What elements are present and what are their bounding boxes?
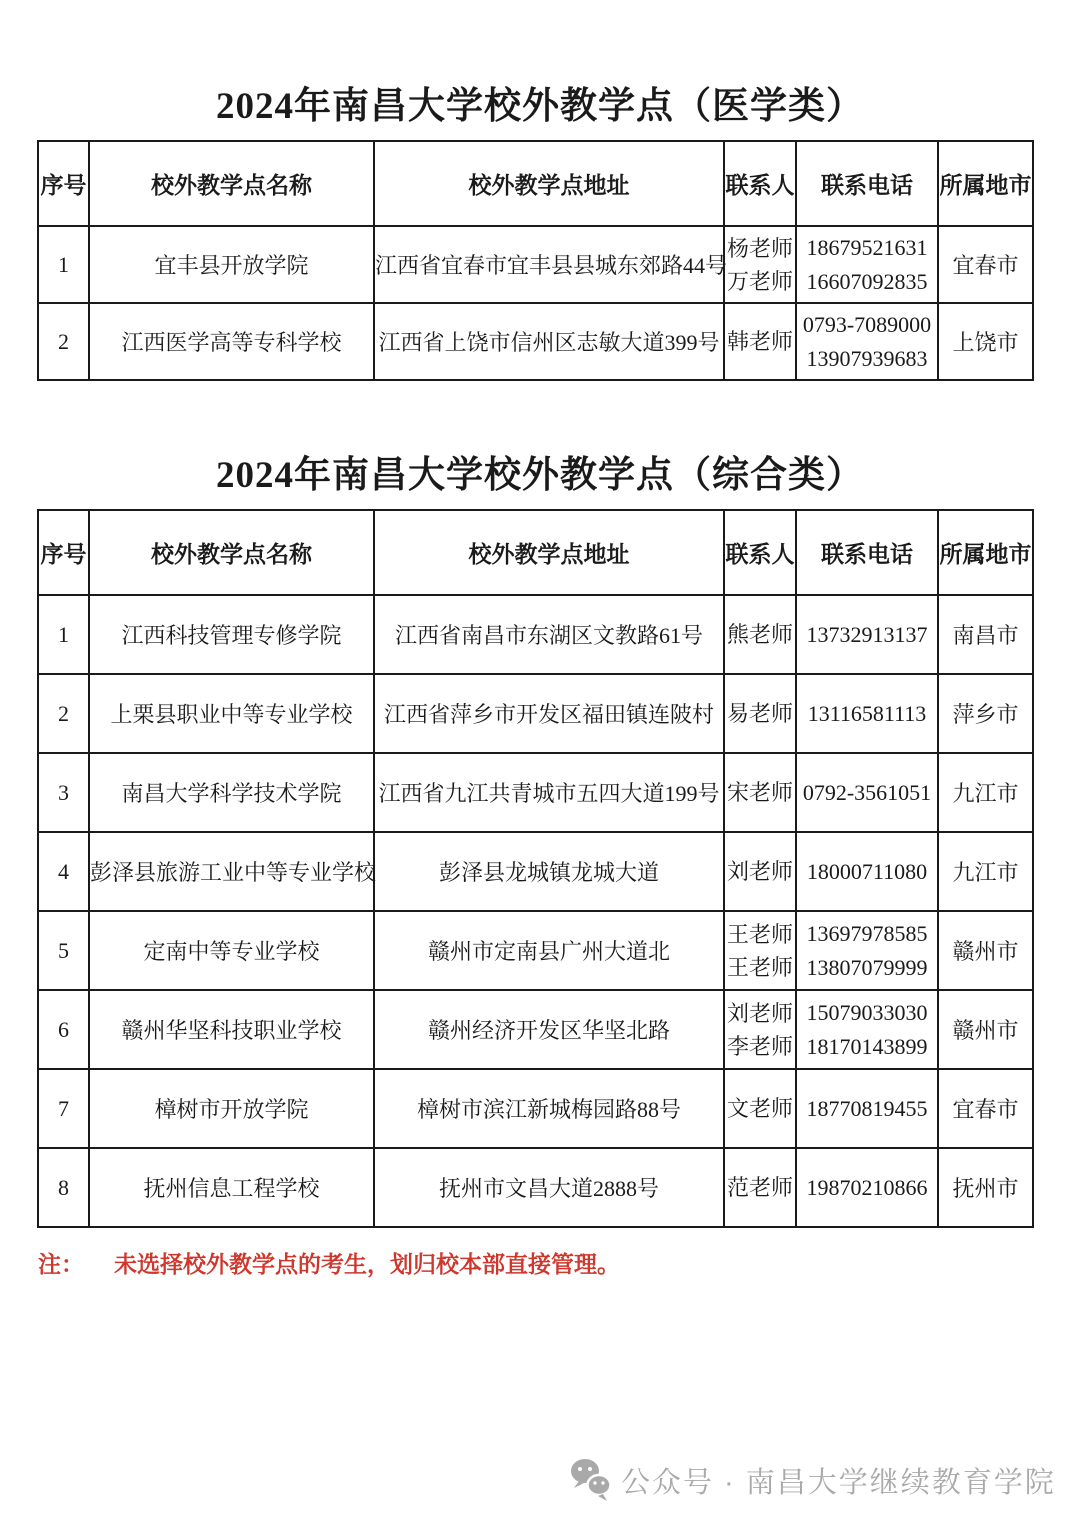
column-header: 联系电话 bbox=[796, 141, 938, 226]
table-row bbox=[38, 911, 1033, 990]
cell-phone: 18000711080 bbox=[796, 832, 938, 911]
cell-city: 宜春市 bbox=[938, 226, 1033, 303]
table-row bbox=[38, 753, 1033, 832]
table-row bbox=[38, 226, 1033, 303]
cell-phone: 0792-3561051 bbox=[796, 753, 938, 832]
cell-phone: 18679521631 16607092835 bbox=[796, 226, 938, 303]
cell-serial: 3 bbox=[38, 753, 89, 832]
cell-city: 九江市 bbox=[938, 832, 1033, 911]
wechat-icon bbox=[570, 1458, 612, 1502]
cell-name: 上栗县职业中等专业学校 bbox=[89, 674, 374, 753]
note-label: 注： bbox=[38, 1252, 84, 1277]
cell-contact: 易老师 bbox=[724, 674, 796, 753]
note-text: 未选择校外教学点的考生，划归校本部直接管理。 bbox=[114, 1252, 620, 1277]
cell-phone: 13697978585 13807079999 bbox=[796, 911, 938, 990]
cell-serial: 8 bbox=[38, 1148, 89, 1227]
cell-address: 樟树市滨江新城梅园路88号 bbox=[374, 1069, 724, 1148]
column-header: 校外教学点地址 bbox=[374, 141, 724, 226]
cell-contact: 宋老师 bbox=[724, 753, 796, 832]
cell-city: 赣州市 bbox=[938, 911, 1033, 990]
cell-city: 抚州市 bbox=[938, 1148, 1033, 1227]
table-row bbox=[38, 303, 1033, 380]
cell-serial: 4 bbox=[38, 832, 89, 911]
cell-name: 彭泽县旅游工业中等专业学校 bbox=[89, 832, 374, 911]
cell-address: 赣州经济开发区华坚北路 bbox=[374, 990, 724, 1069]
cell-contact: 文老师 bbox=[724, 1069, 796, 1148]
cell-serial: 5 bbox=[38, 911, 89, 990]
cell-city: 萍乡市 bbox=[938, 674, 1033, 753]
wechat-watermark-text: 公众号 · 南昌大学继续教育学院 bbox=[621, 1466, 1056, 1499]
column-header: 序号 bbox=[38, 141, 89, 226]
medical-points-table bbox=[37, 140, 1034, 381]
cell-phone: 15079033030 18170143899 bbox=[796, 990, 938, 1069]
table-row bbox=[38, 832, 1033, 911]
note bbox=[38, 1246, 1080, 1279]
cell-city: 上饶市 bbox=[938, 303, 1033, 380]
cell-city: 九江市 bbox=[938, 753, 1033, 832]
cell-address: 江西省萍乡市开发区福田镇连陂村 bbox=[374, 674, 724, 753]
cell-name: 定南中等专业学校 bbox=[89, 911, 374, 990]
table-row bbox=[38, 595, 1033, 674]
cell-address: 抚州市文昌大道2888号 bbox=[374, 1148, 724, 1227]
cell-city: 宜春市 bbox=[938, 1069, 1033, 1148]
column-header: 校外教学点地址 bbox=[374, 510, 724, 595]
cell-name: 宜丰县开放学院 bbox=[89, 226, 374, 303]
cell-city: 赣州市 bbox=[938, 990, 1033, 1069]
cell-address: 江西省宜春市宜丰县县城东郊路44号 bbox=[374, 226, 724, 303]
table-row bbox=[38, 990, 1033, 1069]
column-header: 校外教学点名称 bbox=[89, 510, 374, 595]
cell-contact: 韩老师 bbox=[724, 303, 796, 380]
cell-name: 江西医学高等专科学校 bbox=[89, 303, 374, 380]
cell-contact: 熊老师 bbox=[724, 595, 796, 674]
cell-serial: 2 bbox=[38, 674, 89, 753]
header-row bbox=[38, 510, 1033, 595]
table-title-comprehensive: 2024年南昌大学校外教学点（综合类） bbox=[216, 455, 864, 496]
cell-address: 彭泽县龙城镇龙城大道 bbox=[374, 832, 724, 911]
cell-address: 江西省上饶市信州区志敏大道399号 bbox=[374, 303, 724, 380]
column-header: 联系人 bbox=[724, 510, 796, 595]
table-title-medical: 2024年南昌大学校外教学点（医学类） bbox=[216, 86, 864, 127]
cell-contact: 范老师 bbox=[724, 1148, 796, 1227]
cell-serial: 1 bbox=[38, 226, 89, 303]
cell-phone: 18770819455 bbox=[796, 1069, 938, 1148]
cell-phone: 0793-7089000 13907939683 bbox=[796, 303, 938, 380]
cell-name: 樟树市开放学院 bbox=[89, 1069, 374, 1148]
cell-phone: 13732913137 bbox=[796, 595, 938, 674]
table-row bbox=[38, 1148, 1033, 1227]
cell-contact: 杨老师 万老师 bbox=[724, 226, 796, 303]
column-header: 序号 bbox=[38, 510, 89, 595]
cell-phone: 13116581113 bbox=[796, 674, 938, 753]
header-row bbox=[38, 141, 1033, 226]
column-header: 联系人 bbox=[724, 141, 796, 226]
table-row bbox=[38, 674, 1033, 753]
cell-name: 抚州信息工程学校 bbox=[89, 1148, 374, 1227]
cell-serial: 2 bbox=[38, 303, 89, 380]
cell-contact: 刘老师 bbox=[724, 832, 796, 911]
comprehensive-points-table bbox=[37, 509, 1034, 1228]
cell-serial: 7 bbox=[38, 1069, 89, 1148]
cell-name: 南昌大学科学技术学院 bbox=[89, 753, 374, 832]
cell-name: 江西科技管理专修学院 bbox=[89, 595, 374, 674]
cell-serial: 1 bbox=[38, 595, 89, 674]
wechat-watermark bbox=[570, 1458, 1056, 1502]
column-header: 所属地市 bbox=[938, 510, 1033, 595]
cell-address: 江西省南昌市东湖区文教路61号 bbox=[374, 595, 724, 674]
cell-city: 南昌市 bbox=[938, 595, 1033, 674]
cell-contact: 刘老师 李老师 bbox=[724, 990, 796, 1069]
column-header: 联系电话 bbox=[796, 510, 938, 595]
column-header: 校外教学点名称 bbox=[89, 141, 374, 226]
cell-address: 赣州市定南县广州大道北 bbox=[374, 911, 724, 990]
cell-serial: 6 bbox=[38, 990, 89, 1069]
table-row bbox=[38, 1069, 1033, 1148]
cell-contact: 王老师 王老师 bbox=[724, 911, 796, 990]
cell-phone: 19870210866 bbox=[796, 1148, 938, 1227]
cell-address: 江西省九江共青城市五四大道199号 bbox=[374, 753, 724, 832]
column-header: 所属地市 bbox=[938, 141, 1033, 226]
cell-name: 赣州华坚科技职业学校 bbox=[89, 990, 374, 1069]
